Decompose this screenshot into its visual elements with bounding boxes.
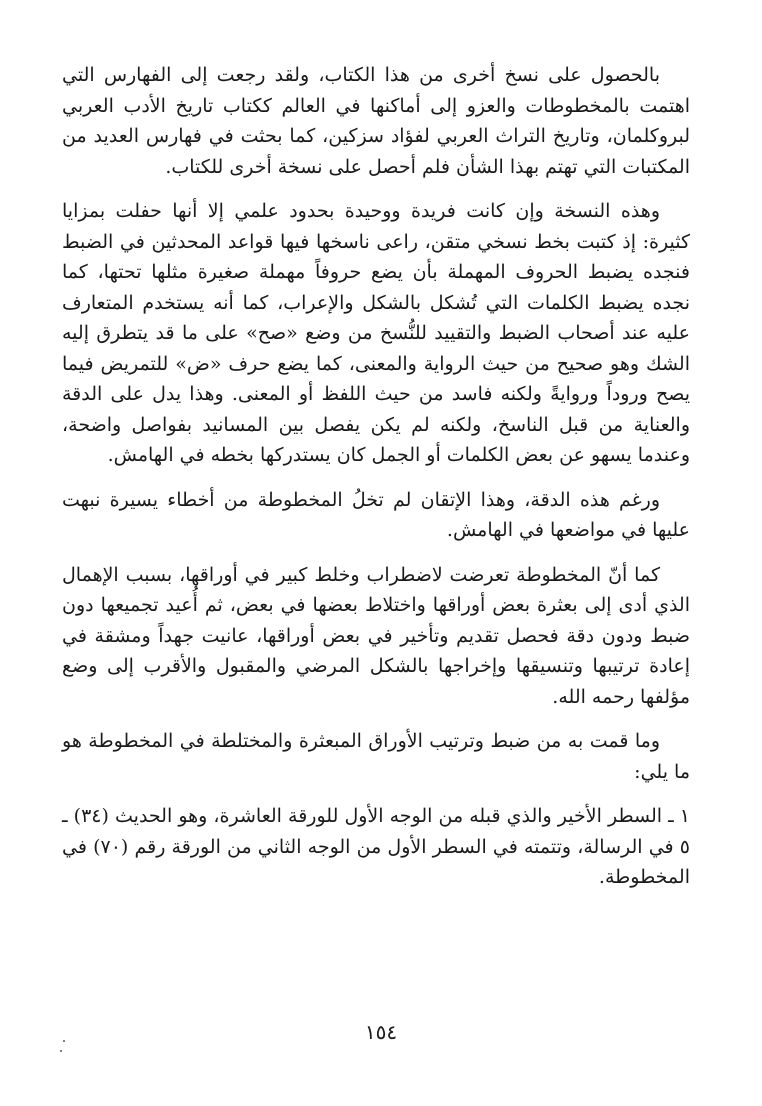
paragraph-page-disorder: كما أنّ المخطوطة تعرضت لاضطراب وخلط كبير في أوراقها، بسبب الإهمال الذي أدى إلى بعثرة بعض أوراقها واختلاط بعضها في بعض، ثم أُعيد تجميعها دون ضبط ودون دقة فحصل تقديم وتأخير في بعض أوراقها، عانيت جهداً ومشقة في إعادة ترتيبها وتنسيقها وإخراجها بالشكل المرضي والمقبول والأقرب إلى وضع مؤلفها رحمه الله.	[62, 563, 690, 708]
page-number: ١٥٤	[364, 1020, 398, 1044]
scan-speck	[60, 1050, 62, 1052]
paragraph-rearrangement-intro: وما قمت به من ضبط وترتيب الأوراق المبعثرة والمختلطة في المخطوطة هو ما يلي:	[62, 730, 690, 783]
body-text	[62, 60, 690, 907]
paragraph-manuscript-features: وهذه النسخة وإن كانت فريدة ووحيدة بحدود علمي إلا أنها حفلت بمزايا كثيرة: إذ كتبت بخط نسخي متقن، راعى ناسخها فيها قواعد المحدثين في الضبط فنجده يضبط الحروف المهملة بأن يضع حروفاً مهملة صغيرة مثلها تحتها، كما نجده يضبط الكلمات التي تُشكل بالشكل والإعراب، كما أنه يستخدم المتعارف عليه عند أصحاب الضبط والتقييد للنُّسخ من وضع «صح» على ما قد يتطرق إليه الشك وهو صحيح من حيث الرواية والمعنى، كما يضع حرف «ض» للتمريض فيما يصح وروداً وروايةً ولكنه فاسد من حيث اللفظ أو المعنى. وهذا يدل على الدقة والعناية من قبل الناسخ، ولكنه لم يكن يفصل بين المسانيد بفواصل واضحة، وعندما يسهو عن بعض الكلمات أو الجمل كان يستدركها بخطه في الهامش.	[62, 200, 691, 466]
scan-speck	[63, 1040, 65, 1042]
paragraph-sources: بالحصول على نسخ أخرى من هذا الكتاب، ولقد رجعت إلى الفهارس التي اهتمت بالمخطوطات والعزو إلى أماكنها في العالم ككتاب تاريخ الأدب العربي لبروكلمان، وتاريخ التراث العربي لفؤاد سزكين، كما بحثت في فهارس العديد من المكتبات التي تهتم بهذا الشأن فلم أحصل على نسخة أخرى للكتاب.	[62, 64, 690, 178]
list-item-1: ١ ـ السطر الأخير والذي قبله من الوجه الأول للورقة العاشرة، وهو الحديث (٣٤) ـ ٥ في الرسالة، وتتمته في السطر الأول من الوجه الثاني من الورقة رقم (٧٠) في المخطوطة.	[62, 805, 690, 888]
paragraph-minor-errors: ورغم هذه الدقة، وهذا الإتقان لم تخلُ المخطوطة من أخطاء يسيرة نبهت عليها في مواضعها في الهامش.	[62, 488, 690, 541]
